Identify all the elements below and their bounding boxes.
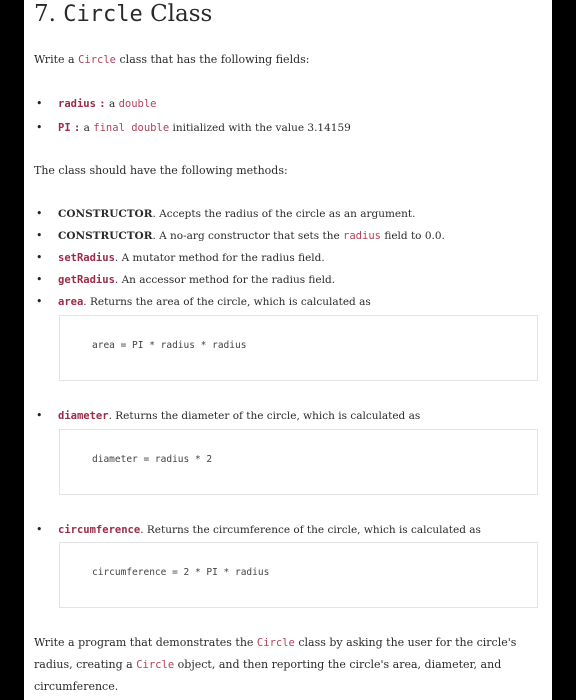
closing-paragraph	[34, 632, 534, 698]
field-separator: :	[74, 122, 81, 134]
method-desc: . A no-arg constructor that sets the	[152, 230, 340, 242]
field-type-code: final double	[93, 122, 170, 134]
bullet-dot: •	[36, 295, 43, 308]
method-item	[36, 409, 420, 422]
method-desc: . Returns the diameter of the circle, which is calculated as	[108, 410, 421, 422]
field-type-code: double	[118, 98, 157, 110]
method-item	[36, 207, 415, 220]
field-item-radius	[36, 97, 157, 110]
method-desc: . Returns the area of the circle, which is calculated as	[83, 296, 371, 308]
methods-intro: The class should have the following methods:	[34, 164, 288, 177]
method-item	[36, 523, 481, 536]
bullet-dot: •	[36, 523, 43, 536]
method-desc: . A mutator method for the radius field.	[114, 252, 325, 264]
method-item	[36, 251, 325, 264]
title-class-name: Circle	[63, 2, 143, 27]
field-desc: a	[83, 122, 90, 134]
method-name: area	[58, 296, 84, 308]
formula-code: circumference = 2 * PI * radius	[92, 567, 270, 578]
field-desc-tail: initialized with the value 3.14159	[172, 122, 351, 134]
bullet-dot: •	[36, 97, 43, 110]
intro-text-after: class that has the following fields:	[119, 53, 310, 66]
method-desc: . Returns the circumference of the circle, which is calculated as	[140, 524, 481, 536]
closing-class-code: Circle	[136, 659, 175, 671]
field-item-pi	[36, 121, 351, 134]
problem-content	[24, 0, 552, 700]
formula-box-diameter	[59, 429, 538, 495]
method-name: diameter	[58, 410, 109, 422]
method-name: getRadius	[58, 274, 115, 286]
method-name: CONSTRUCTOR	[58, 230, 153, 242]
field-separator: :	[99, 98, 106, 110]
left-black-border	[0, 0, 24, 700]
field-desc: a	[108, 98, 116, 110]
method-desc: . Accepts the radius of the circle as an argument.	[152, 208, 416, 220]
method-desc-tail: field to 0.0.	[384, 230, 445, 242]
intro-class-code: Circle	[78, 54, 117, 66]
page-title	[34, 1, 212, 27]
title-suffix: Class	[150, 1, 213, 27]
right-black-border	[552, 0, 576, 700]
bullet-dot: •	[36, 121, 43, 134]
method-item	[36, 295, 371, 308]
method-item	[36, 229, 445, 242]
intro-text-before: Write a	[34, 53, 75, 66]
bullet-dot: •	[36, 409, 43, 422]
method-name: CONSTRUCTOR	[58, 208, 153, 220]
bullet-dot: •	[36, 229, 43, 242]
formula-box-circumference	[59, 542, 538, 608]
closing-text: class by asking the user for the circle's radius, creating a	[34, 636, 517, 671]
field-name: PI	[58, 122, 71, 134]
method-desc: . An accessor method for the radius field.	[114, 274, 336, 286]
intro-paragraph	[34, 53, 309, 66]
formula-code: diameter = radius * 2	[92, 454, 213, 465]
bullet-dot: •	[36, 273, 43, 286]
title-number: 7.	[34, 1, 56, 27]
method-code: radius	[343, 230, 381, 242]
method-item	[36, 273, 335, 286]
bullet-dot: •	[36, 251, 43, 264]
closing-text: object, and then reporting the circle's area, diameter, and circumference.	[34, 658, 502, 693]
formula-code: area = PI * radius * radius	[92, 340, 247, 351]
method-name: circumference	[58, 524, 141, 536]
method-name: setRadius	[58, 252, 115, 264]
formula-box-area	[59, 315, 538, 381]
field-name: radius	[58, 98, 96, 110]
bullet-dot: •	[36, 207, 43, 220]
closing-text: Write a program that demonstrates the	[34, 636, 254, 649]
closing-class-code: Circle	[256, 637, 295, 649]
